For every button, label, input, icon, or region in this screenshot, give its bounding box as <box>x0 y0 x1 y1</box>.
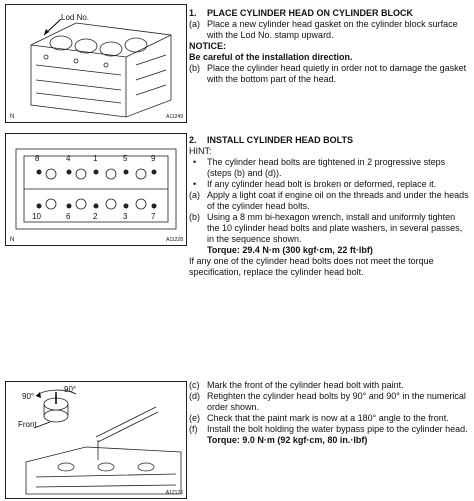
section-install-bolts <box>189 135 469 278</box>
front-label: Front <box>18 420 37 429</box>
step-c: (c) Mark the front of the cylinder head bolt with paint. <box>189 380 404 390</box>
angle-90-label-1: 90° <box>22 392 35 401</box>
figure-north-label: N <box>10 237 15 243</box>
step-a: (a) Apply a light coat if engine oil on the threads and under the heads of the cylinder head bolts. <box>189 190 469 211</box>
figure-retighten-bolts <box>5 381 187 499</box>
step-e: (e) Check that the paint mark is now at a 180° angle to the front. <box>189 413 449 423</box>
cylinder-head-top-view <box>6 134 186 245</box>
figure-code: A12126 <box>165 490 183 496</box>
section-heading: 1. PLACE CYLINDER HEAD ON CYLINDER BLOCK <box>189 8 414 18</box>
step-b: (b) Using a 8 mm bi-hexagon wrench, install and uniformly tighten the 10 cylinder head bolts and plate washers, in several passes, in the sequence shown. <box>189 212 463 244</box>
torque-spec: Torque: 9.0 N·m (92 kgf·cm, 80 in.·lbf) <box>207 435 368 445</box>
bolt-order-label: 1 <box>93 154 98 163</box>
angle-90-label-2: 90° <box>64 385 77 394</box>
bolt-order-label: 3 <box>123 212 128 221</box>
figure-bolt-sequence <box>5 133 187 246</box>
bolt-order-label: 2 <box>93 212 98 221</box>
hint-item: • The cylinder head bolts are tightened in 2 progressive steps (steps (b) and (d)). <box>193 157 446 178</box>
section-retighten <box>189 380 469 446</box>
bolt-order-label: 8 <box>35 154 40 163</box>
callout-arrow-icon <box>6 5 186 122</box>
bolt-order-label: 9 <box>151 154 156 163</box>
figure-cylinder-block <box>5 4 187 123</box>
notice-label: NOTICE: <box>189 41 226 51</box>
bolt-order-label: 5 <box>123 154 128 163</box>
hint-label: HINT: <box>189 146 212 156</box>
lod-number-callout: Lod No. <box>61 13 90 22</box>
hint-item: • If any cylinder head bolt is broken or deformed, replace it. <box>193 179 437 189</box>
bolt-order-label: 10 <box>32 212 41 221</box>
figure-code: A11228 <box>166 237 183 243</box>
bolt-order-label: 6 <box>66 212 71 221</box>
step-d: (d) Retighten the cylinder head bolts by 90° and 90° in the numerical order shown. <box>189 391 466 412</box>
step-b: (b) Place the cylinder head quietly in order not to damage the gasket with the bottom part of the head. <box>189 63 467 84</box>
bolt-order-label: 4 <box>66 154 71 163</box>
figure-code: A11249 <box>166 114 183 120</box>
torque-spec: Torque: 29.4 N·m (300 kgf·cm, 22 ft·lbf) <box>207 245 373 255</box>
step-f: (f) Install the bolt holding the water bypass pipe to the cylinder head. <box>189 424 468 434</box>
notice-text: Be careful of the installation direction. <box>189 52 353 62</box>
step-a: (a) Place a new cylinder head gasket on the cylinder block surface with the Lod No. stamp upward. <box>189 19 458 40</box>
section-place-cylinder-head <box>189 8 469 85</box>
torque-note: If any one of the cylinder head bolts does not meet the torque specification, replace the cylinder head bolt. <box>189 256 434 277</box>
figure-north-label: N <box>10 114 15 120</box>
section-heading: 2. INSTALL CYLINDER HEAD BOLTS <box>189 135 353 145</box>
bolt-order-label: 7 <box>151 212 156 221</box>
